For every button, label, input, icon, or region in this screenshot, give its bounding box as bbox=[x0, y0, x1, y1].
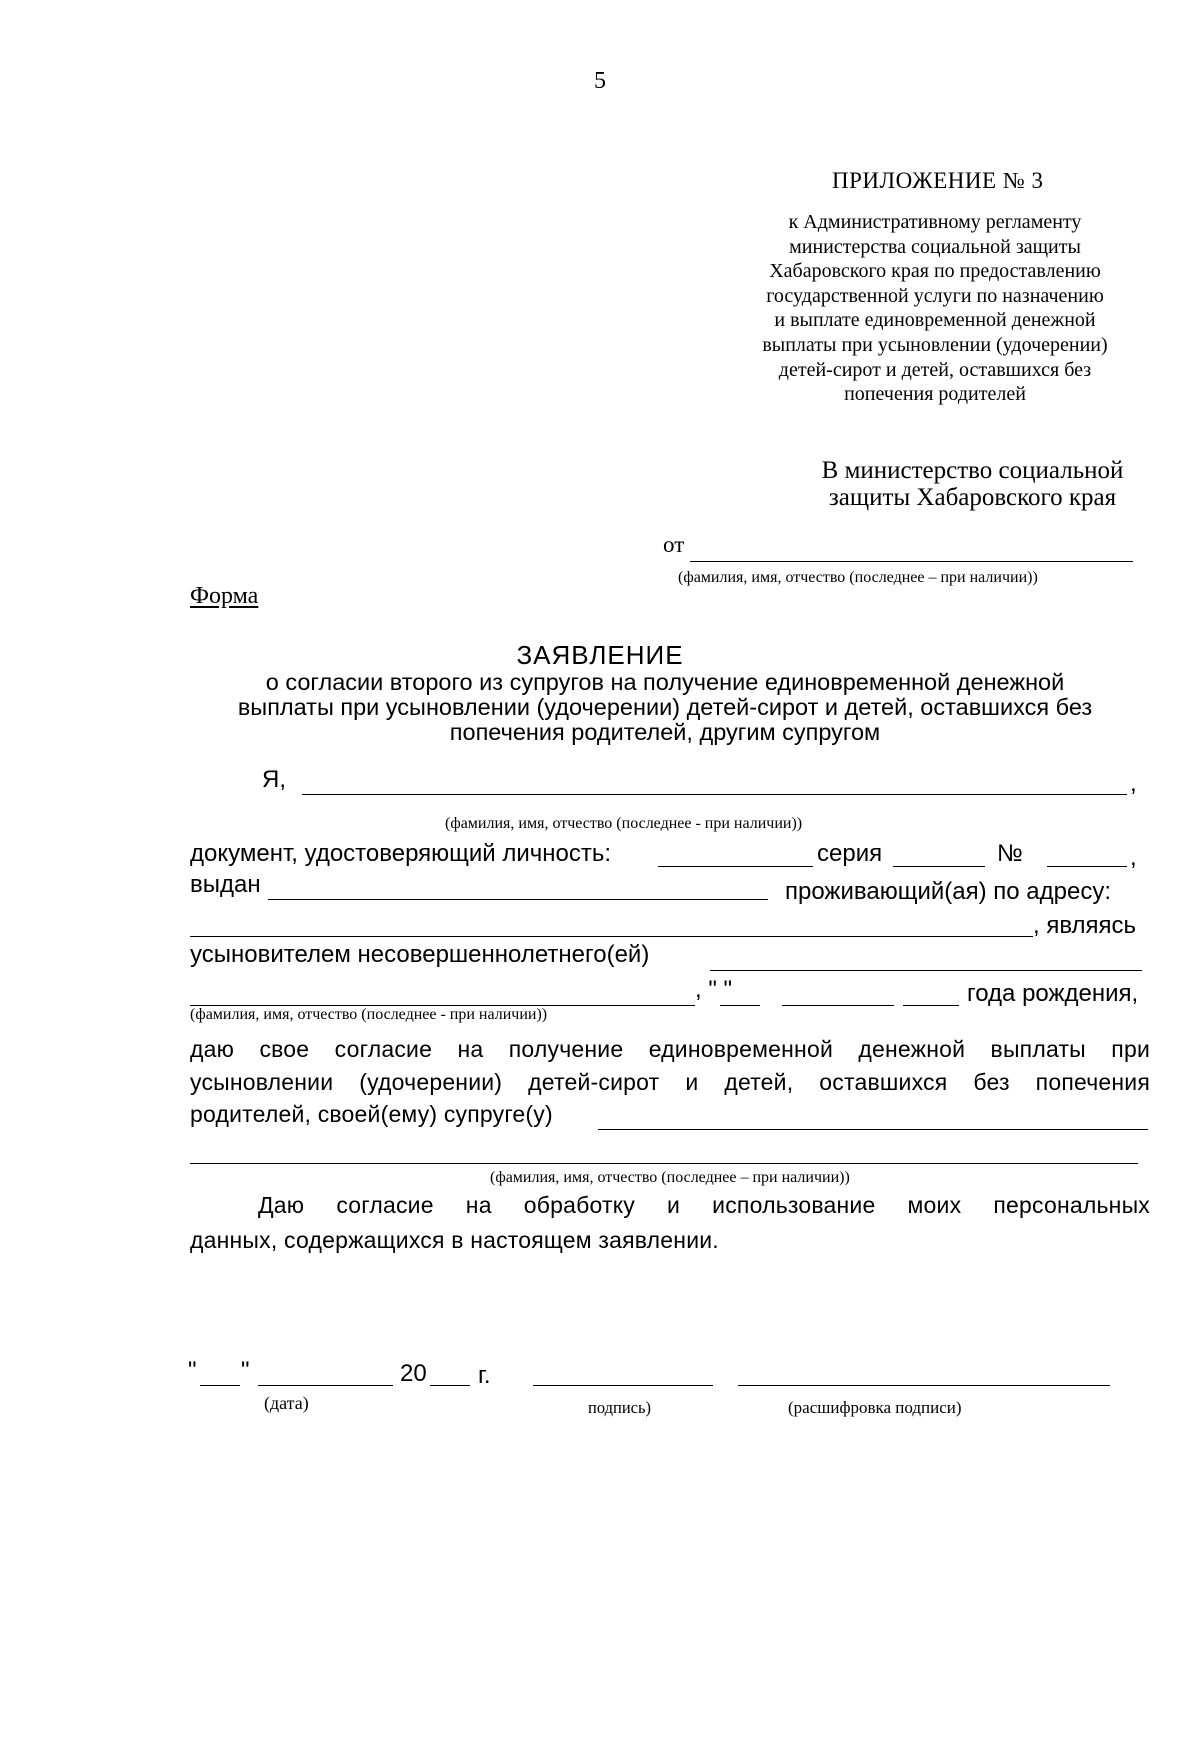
signature-decode-field[interactable] bbox=[738, 1385, 1110, 1386]
appendix-subtitle-line: попечения родителей bbox=[844, 383, 1026, 406]
addressee-line: защиты Хабаровского края bbox=[828, 484, 1117, 511]
sign-month-field[interactable] bbox=[258, 1385, 393, 1386]
sign-year-field[interactable] bbox=[430, 1385, 470, 1386]
statement-subtitle-line: выплаты при усыновлении (удочерении) детей-сирот и детей, оставшихся без bbox=[237, 694, 1093, 720]
applicant-caption: (фамилия, имя, отчество (последнее - при наличии)) bbox=[445, 815, 803, 832]
comma: , bbox=[1130, 770, 1137, 797]
quote-open: " bbox=[188, 1357, 197, 1384]
spouse-name-field[interactable] bbox=[598, 1129, 1148, 1130]
spouse-caption: (фамилия, имя, отчество (последнее – при наличии)) bbox=[490, 1169, 850, 1186]
date-quote: , " " bbox=[695, 976, 733, 1003]
sign-day-field[interactable] bbox=[200, 1385, 240, 1386]
doc-series-field[interactable] bbox=[893, 866, 985, 867]
addressee-block bbox=[780, 457, 1165, 511]
consent-line: усыновлении (удочерении) детей-сирот и детей, оставшихся без попечения bbox=[190, 1069, 1150, 1095]
signature-field[interactable] bbox=[533, 1385, 713, 1386]
doc-label: документ, удостоверяющий личность: bbox=[190, 840, 612, 867]
appendix-subtitle-line: выплаты при усыновлении (удочерении) bbox=[762, 333, 1108, 356]
appendix-subtitle-line: Хабаровского края по предоставлению bbox=[769, 260, 1101, 283]
comma: , bbox=[1130, 844, 1137, 871]
number-label: № bbox=[997, 840, 1023, 867]
child-caption: (фамилия, имя, отчество (последнее - при наличии)) bbox=[190, 1006, 548, 1023]
consent-line: даю свое согласие на получение единовременной денежной выплаты при bbox=[190, 1036, 1150, 1062]
decode-caption: (расшифровка подписи) bbox=[788, 1398, 962, 1417]
form-label: Форма bbox=[190, 583, 259, 609]
quote-close: " bbox=[241, 1357, 250, 1384]
year-prefix: 20 bbox=[400, 1360, 427, 1387]
consent-last-line: родителей, своей(ему) супруге(у) bbox=[190, 1101, 553, 1127]
statement-subtitle-line: попечения родителей, другим супругом bbox=[449, 719, 881, 745]
personal-data-line: Даю согласие на обработку и использование моих персональных bbox=[258, 1192, 1150, 1218]
child-name-field[interactable] bbox=[710, 970, 1142, 971]
appendix-subtitle bbox=[700, 210, 1170, 407]
i-label: Я, bbox=[262, 766, 286, 793]
statement-subtitle-line: о согласии второго из супругов на получение единовременной денежной bbox=[265, 669, 1065, 695]
birth-month-field[interactable] bbox=[782, 1005, 894, 1006]
appendix-subtitle-line: министерства социальной защиты bbox=[789, 235, 1081, 258]
appendix-title: ПРИЛОЖЕНИЕ № 3 bbox=[832, 168, 1044, 193]
issued-by-field[interactable] bbox=[268, 899, 768, 900]
appendix-subtitle-line: к Административному регламенту bbox=[788, 211, 1082, 233]
appendix-subtitle-line: детей-сирот и детей, оставшихся без bbox=[778, 358, 1092, 381]
from-name-field[interactable] bbox=[690, 561, 1133, 562]
birth-day-field[interactable] bbox=[720, 1005, 760, 1006]
from-caption: (фамилия, имя, отчество (последнее – при наличии)) bbox=[678, 569, 1038, 586]
signature-caption: подпись) bbox=[588, 1398, 652, 1417]
residing-label: проживающий(ая) по адресу: bbox=[785, 878, 1111, 905]
series-label: серия bbox=[817, 840, 883, 867]
personal-data-line: данных, содержащихся в настоящем заявлении. bbox=[190, 1227, 719, 1253]
issued-label: выдан bbox=[190, 871, 261, 898]
date-caption: (дата) bbox=[264, 1393, 309, 1413]
doc-type-field[interactable] bbox=[658, 866, 813, 867]
adopter-label: усыновителем несовершеннолетнего(ей) bbox=[190, 941, 650, 968]
appendix-subtitle-line: государственной услуги по назначению bbox=[766, 284, 1104, 307]
page-number: 5 bbox=[594, 68, 606, 94]
statement-subtitle bbox=[180, 670, 1150, 745]
statement-title: ЗАЯВЛЕНИЕ bbox=[516, 640, 684, 670]
from-label: от bbox=[663, 532, 685, 557]
doc-number-field[interactable] bbox=[1047, 866, 1127, 867]
year-suffix: г. bbox=[478, 1362, 491, 1389]
appendix-subtitle-line: и выплате единовременной денежной bbox=[774, 309, 1096, 332]
spouse-name-field-2[interactable] bbox=[190, 1163, 1138, 1164]
addressee-line: В министерство социальной bbox=[821, 457, 1124, 484]
birth-label: года рождения, bbox=[967, 980, 1139, 1007]
applicant-name-field[interactable] bbox=[302, 794, 1127, 795]
birth-year-field[interactable] bbox=[903, 1005, 959, 1006]
address-field[interactable] bbox=[190, 936, 1033, 937]
being-label: , являясь bbox=[1033, 912, 1137, 939]
